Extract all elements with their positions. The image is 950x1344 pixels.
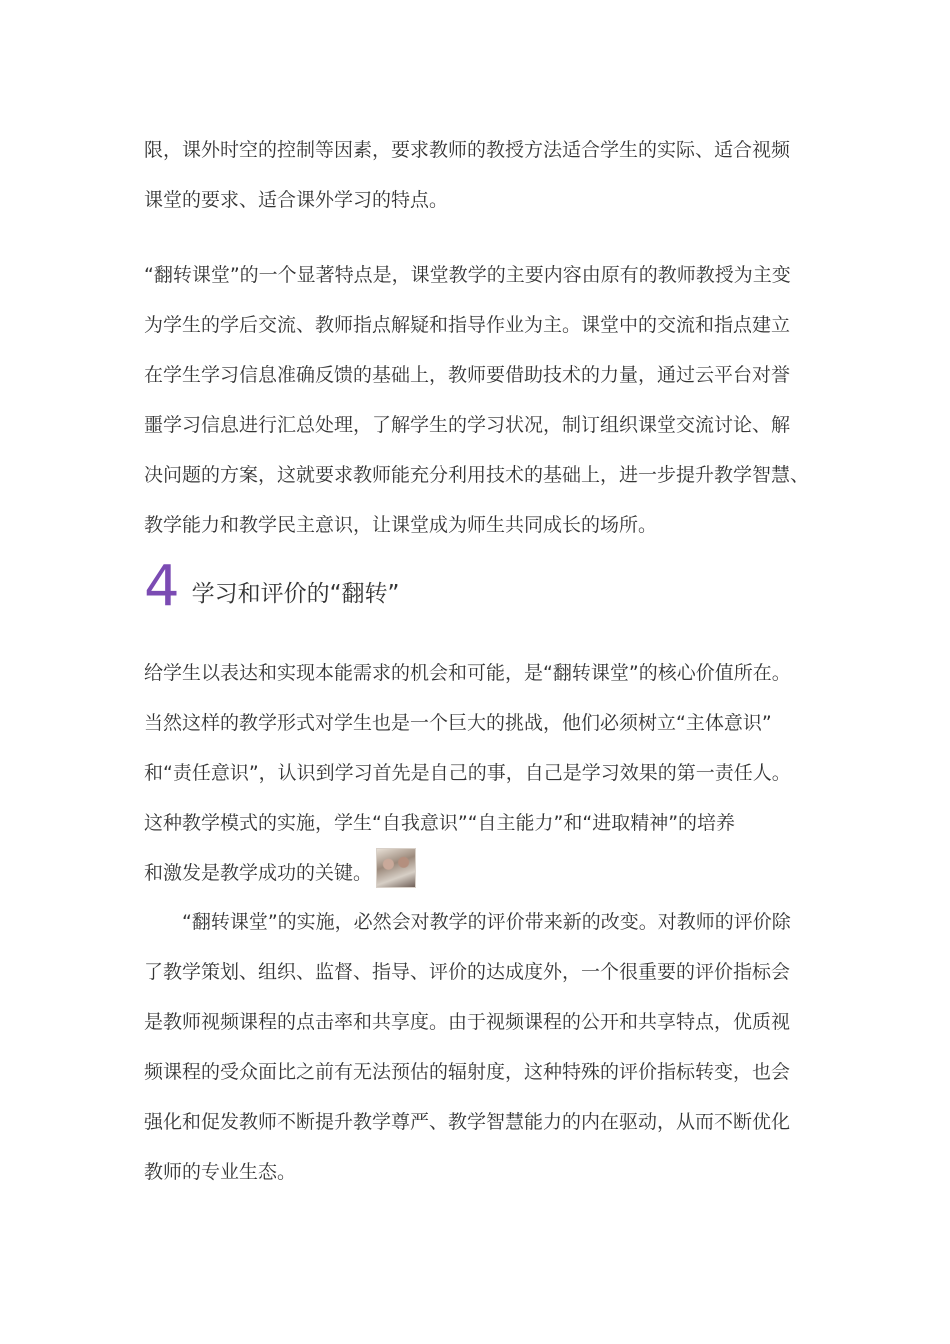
section-title: 学习和评价的“翻转” [191, 581, 400, 607]
text-line: 教学能力和教学民主意识，让课堂成为师生共同成长的场所。 [144, 514, 658, 536]
paragraph-video-teaching-methods [144, 125, 812, 225]
text-line: 强化和促发教师不断提升教学尊严、教学智慧能力的内在驱动，从而不断优化 [144, 1111, 791, 1133]
paragraph-flipped-classroom-feature [144, 250, 812, 550]
section-heading [144, 548, 399, 618]
text-line: 这种教学模式的实施，学生“自我意识”“自主能力”和“进取精神”的培养 [144, 812, 736, 834]
text-line: 和“责任意识”，认识到学习首先是自己的事，自己是学习效果的第一责任人。 [144, 762, 791, 784]
section-number: 4 [144, 554, 180, 619]
text-line: 当然这样的教学形式对学生也是一个巨大的挑战，他们必须树立“主体意识” [144, 712, 772, 734]
text-line: 噩学习信息进行汇总处理，了解学生的学习状况，制订组织课堂交流讨论、解 [144, 414, 791, 436]
text-line: 了教学策划、组织、监督、指导、评价的达成度外，一个很重要的评价指标会 [144, 961, 791, 983]
paragraph-student-value [144, 648, 812, 898]
text-line: “翻转课堂”的实施，必然会对教学的评价带来新的改变。对教师的评价除 [182, 911, 791, 933]
text-line-indented [144, 897, 812, 947]
text-line: 决问题的方案，这就要求教师能充分利用技术的基础上，进一步提升教学智慧、 [144, 464, 810, 486]
text-line: 限，课外时空的控制等因素，要求教师的教授方法适合学生的实际、适合视频 [144, 139, 791, 161]
text-line: 是教师视频课程的点击率和共享度。由于视频课程的公开和共享特点，优质视 [144, 1011, 791, 1033]
text-line: 在学生学习信息准确反馈的基础上，教师要借助技术的力量，通过云平台对誉 [144, 364, 791, 386]
text-line: 和激发是教学成功的关键。 [144, 862, 373, 884]
text-line: 给学生以表达和实现本能需求的机会和可能，是“翻转课堂”的核心价值所在。 [144, 662, 791, 684]
text-line: 为学生的学后交流、教师指点解疑和指导作业为主。课堂中的交流和指点建立 [144, 314, 791, 336]
text-line: 教师的专业生态。 [144, 1161, 297, 1183]
text-line: 频课程的受众面比之前有无法预估的辐射度，这种特殊的评价指标转变，也会 [144, 1061, 791, 1083]
text-line: 课堂的要求、适合课外学习的特点。 [144, 189, 449, 211]
text-line-with-photo [144, 848, 812, 898]
paragraph-evaluation-change [144, 897, 812, 1197]
text-line: “翻转课堂”的一个显著特点是，课堂教学的主要内容由原有的教师教授为主变 [144, 264, 791, 286]
inline-photo [376, 848, 416, 888]
